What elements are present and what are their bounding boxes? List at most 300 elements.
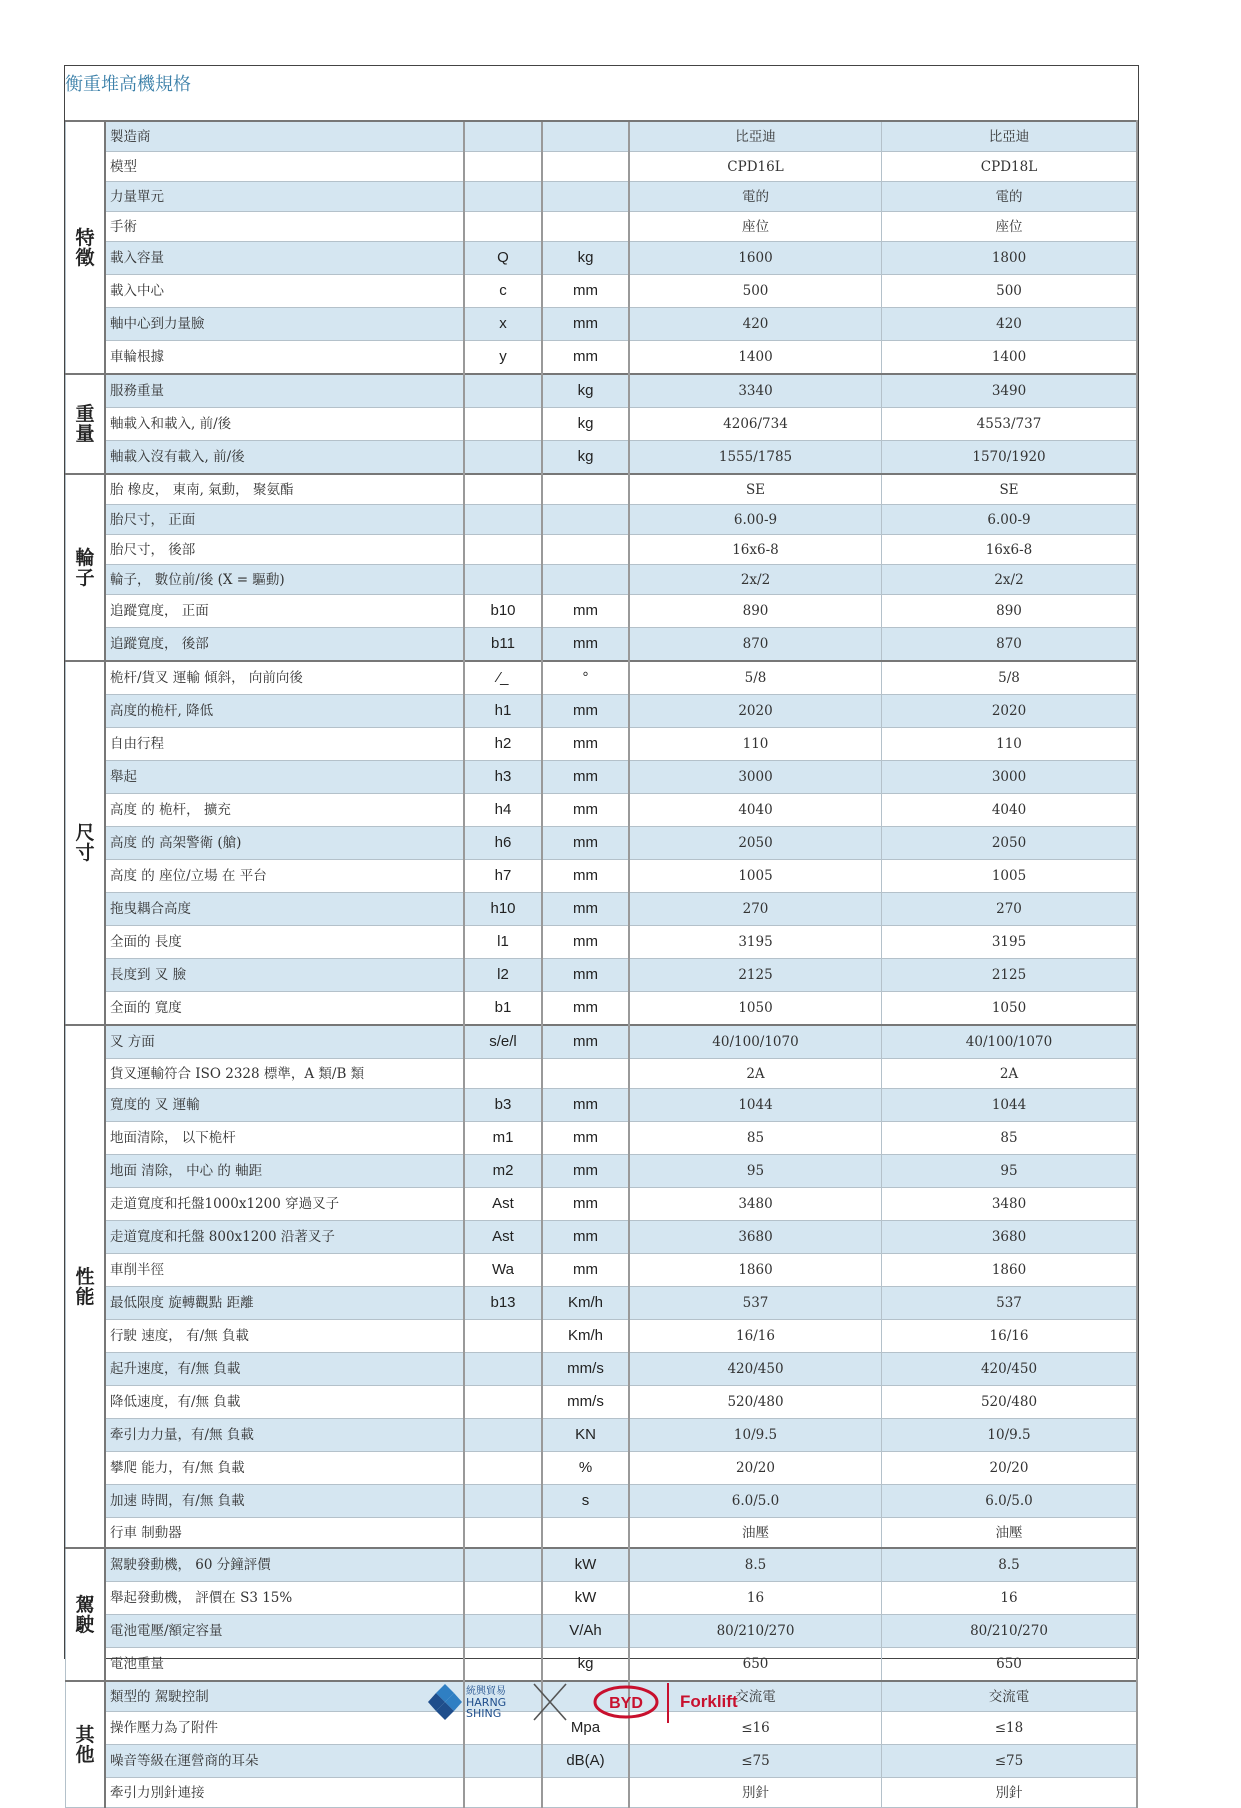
spec-symbol: h3: [464, 761, 542, 794]
spec-value-cpd18l: 4040: [882, 794, 1138, 827]
spec-value-cpd16l: 3195: [629, 926, 882, 959]
spec-symbol: [464, 1648, 542, 1682]
spec-value-cpd18l: 比亞迪: [882, 121, 1138, 152]
spec-unit: s: [542, 1485, 629, 1518]
spec-value-cpd18l: CPD18L: [882, 152, 1138, 182]
byd-text: BYD: [609, 1695, 643, 1712]
spec-symbol: [464, 1778, 542, 1808]
spec-label: 電池重量: [105, 1648, 464, 1682]
spec-label: 追蹤寬度， 後部: [105, 628, 464, 662]
spec-value-cpd18l: 270: [882, 893, 1138, 926]
spec-row: [66, 827, 1138, 860]
spec-symbol: [464, 1582, 542, 1615]
spec-symbol: [464, 182, 542, 212]
spec-label: 手術: [105, 212, 464, 242]
spec-label: 胎 橡皮， 東南, 氣動， 聚氨酯: [105, 474, 464, 505]
spec-value-cpd18l: 16/16: [882, 1320, 1138, 1353]
spec-label: 輪子， 數位前/後 (X = 驅動): [105, 565, 464, 595]
spec-value-cpd16l: 2020: [629, 695, 882, 728]
spec-symbol: l1: [464, 926, 542, 959]
spec-value-cpd16l: 1600: [629, 242, 882, 275]
spec-row: [66, 182, 1138, 212]
spec-unit: kg: [542, 441, 629, 475]
spec-row: [66, 1778, 1138, 1808]
spec-unit: mm: [542, 1188, 629, 1221]
spec-unit: mm: [542, 827, 629, 860]
spec-unit: kW: [542, 1548, 629, 1582]
spec-symbol: h10: [464, 893, 542, 926]
spec-value-cpd18l: 交流電: [882, 1681, 1138, 1712]
spec-value-cpd16l: 1860: [629, 1254, 882, 1287]
spec-unit: KN: [542, 1419, 629, 1452]
group-label: 尺寸: [66, 661, 106, 1025]
spec-value-cpd18l: 3490: [882, 374, 1138, 408]
spec-row: [66, 441, 1138, 475]
spec-unit: [542, 1059, 629, 1089]
spec-symbol: h7: [464, 860, 542, 893]
spec-value-cpd16l: 座位: [629, 212, 882, 242]
spec-symbol: [464, 1615, 542, 1648]
spec-symbol: [464, 535, 542, 565]
spec-value-cpd16l: 2A: [629, 1059, 882, 1089]
spec-row: [66, 695, 1138, 728]
spec-unit: mm: [542, 1089, 629, 1122]
spec-label: 走道寬度和托盤 800x1200 沿著叉子: [105, 1221, 464, 1254]
spec-symbol: h1: [464, 695, 542, 728]
spec-value-cpd18l: 6.00-9: [882, 505, 1138, 535]
spec-label: 全面的 寬度: [105, 992, 464, 1026]
spec-unit: mm: [542, 992, 629, 1026]
spec-value-cpd18l: 2050: [882, 827, 1138, 860]
forklift-wordmark: Forklift: [680, 1692, 738, 1711]
spec-symbol: c: [464, 275, 542, 308]
spec-label: 攀爬 能力，有/無 負載: [105, 1452, 464, 1485]
spec-unit: mm: [542, 1122, 629, 1155]
spec-value-cpd16l: 420/450: [629, 1353, 882, 1386]
spec-unit: [542, 121, 629, 152]
spec-value-cpd16l: 500: [629, 275, 882, 308]
harng-shing-en1: HARNG: [466, 1696, 507, 1709]
spec-row: [66, 794, 1138, 827]
spec-symbol: ⁄_: [464, 661, 542, 695]
spec-value-cpd18l: 520/480: [882, 1386, 1138, 1419]
spec-symbol: [464, 212, 542, 242]
spec-value-cpd16l: 1555/1785: [629, 441, 882, 475]
spec-unit: kg: [542, 408, 629, 441]
spec-unit: mm: [542, 959, 629, 992]
spec-unit: %: [542, 1452, 629, 1485]
spec-value-cpd16l: ≤16: [629, 1712, 882, 1745]
group-label: 其他: [66, 1681, 106, 1808]
spec-symbol: b10: [464, 595, 542, 628]
spec-unit: kg: [542, 242, 629, 275]
spec-value-cpd16l: 537: [629, 1287, 882, 1320]
spec-row: [66, 374, 1138, 408]
spec-unit: mm: [542, 275, 629, 308]
spec-symbol: l2: [464, 959, 542, 992]
spec-value-cpd18l: 2125: [882, 959, 1138, 992]
spec-unit: Km/h: [542, 1320, 629, 1353]
spec-value-cpd18l: 110: [882, 728, 1138, 761]
spec-row: [66, 1615, 1138, 1648]
spec-symbol: Ast: [464, 1221, 542, 1254]
spec-row: [66, 893, 1138, 926]
spec-label: 長度到 叉 臉: [105, 959, 464, 992]
spec-symbol: [464, 505, 542, 535]
spec-unit: [542, 565, 629, 595]
spec-label: 胎尺寸， 正面: [105, 505, 464, 535]
spec-unit: kW: [542, 1582, 629, 1615]
spec-label: 軸載入和載入, 前/後: [105, 408, 464, 441]
spec-label: 軸中心到力量臉: [105, 308, 464, 341]
spec-value-cpd16l: 6.00-9: [629, 505, 882, 535]
spec-value-cpd16l: 1050: [629, 992, 882, 1026]
spec-label: 舉起: [105, 761, 464, 794]
spec-symbol: y: [464, 341, 542, 375]
spec-unit: mm: [542, 794, 629, 827]
spec-value-cpd18l: 1050: [882, 992, 1138, 1026]
spec-value-cpd18l: 5/8: [882, 661, 1138, 695]
spec-label: 拖曳耦合高度: [105, 893, 464, 926]
spec-row: [66, 1548, 1138, 1582]
spec-unit: [542, 212, 629, 242]
spec-value-cpd16l: 110: [629, 728, 882, 761]
spec-unit: mm: [542, 893, 629, 926]
spec-value-cpd16l: 40/100/1070: [629, 1025, 882, 1059]
harng-shing-en2: SHING: [466, 1707, 502, 1720]
group-label: 重量: [66, 374, 106, 474]
spec-value-cpd18l: 2020: [882, 695, 1138, 728]
spec-value-cpd16l: 10/9.5: [629, 1419, 882, 1452]
spec-value-cpd16l: 95: [629, 1155, 882, 1188]
spec-unit: [542, 182, 629, 212]
spec-label: 高度的桅杆, 降低: [105, 695, 464, 728]
spec-unit: Mpa: [542, 1712, 629, 1745]
spec-label: 載入中心: [105, 275, 464, 308]
spec-label: 服務重量: [105, 374, 464, 408]
spec-value-cpd18l: 3195: [882, 926, 1138, 959]
spec-value-cpd16l: 交流電: [629, 1681, 882, 1712]
spec-label: 桅杆/貨叉 運輸 傾斜， 向前向後: [105, 661, 464, 695]
spec-row: [66, 1059, 1138, 1089]
spec-row: [66, 959, 1138, 992]
spec-row: [66, 1089, 1138, 1122]
spec-row: [66, 728, 1138, 761]
spec-value-cpd18l: 1005: [882, 860, 1138, 893]
spec-symbol: h4: [464, 794, 542, 827]
spec-value-cpd18l: 40/100/1070: [882, 1025, 1138, 1059]
spec-symbol: [464, 121, 542, 152]
spec-label: 牽引力別針連接: [105, 1778, 464, 1808]
spec-value-cpd16l: 870: [629, 628, 882, 662]
spec-unit: mm: [542, 628, 629, 662]
spec-value-cpd18l: 420/450: [882, 1353, 1138, 1386]
spec-row: [66, 661, 1138, 695]
spec-unit: Km/h: [542, 1287, 629, 1320]
spec-value-cpd18l: 85: [882, 1122, 1138, 1155]
spec-unit: mm: [542, 1025, 629, 1059]
spec-label: 走道寬度和托盤1000x1200 穿過叉子: [105, 1188, 464, 1221]
spec-row: [66, 474, 1138, 505]
spec-unit: [542, 535, 629, 565]
spec-row: [66, 1452, 1138, 1485]
spec-symbol: x: [464, 308, 542, 341]
spec-unit: [542, 474, 629, 505]
spec-value-cpd16l: 270: [629, 893, 882, 926]
spec-unit: V/Ah: [542, 1615, 629, 1648]
spec-row: [66, 505, 1138, 535]
spec-symbol: Q: [464, 242, 542, 275]
spec-value-cpd16l: 3680: [629, 1221, 882, 1254]
spec-unit: mm: [542, 728, 629, 761]
group-label: 特徵: [66, 121, 106, 374]
spec-value-cpd16l: 520/480: [629, 1386, 882, 1419]
spec-row: [66, 628, 1138, 662]
spec-row: [66, 926, 1138, 959]
spec-unit: mm: [542, 1155, 629, 1188]
spec-row: [66, 595, 1138, 628]
spec-unit: mm: [542, 860, 629, 893]
spec-symbol: [464, 1745, 542, 1778]
spec-row: [66, 1122, 1138, 1155]
sheet-title: 衡重堆高機規格: [65, 74, 191, 95]
spec-symbol: [464, 1452, 542, 1485]
spec-value-cpd18l: 3680: [882, 1221, 1138, 1254]
spec-row: [66, 1419, 1138, 1452]
spec-label: 寬度的 叉 運輸: [105, 1089, 464, 1122]
spec-label: 電池電壓/額定容量: [105, 1615, 464, 1648]
spec-value-cpd18l: 870: [882, 628, 1138, 662]
spec-row: [66, 761, 1138, 794]
spec-row: [66, 121, 1138, 152]
spec-label: 高度 的 桅杆， 擴充: [105, 794, 464, 827]
spec-unit: [542, 1778, 629, 1808]
spec-row: [66, 1582, 1138, 1615]
spec-row: [66, 212, 1138, 242]
spec-symbol: [464, 1386, 542, 1419]
spec-label: 追蹤寬度， 正面: [105, 595, 464, 628]
spec-label: 高度 的 座位/立場 在 平台: [105, 860, 464, 893]
spec-label: 舉起發動機， 評價在 S3 15%: [105, 1582, 464, 1615]
spec-row: [66, 1221, 1138, 1254]
spec-symbol: [464, 1419, 542, 1452]
spec-label: 降低速度，有/無 負載: [105, 1386, 464, 1419]
spec-row: [66, 341, 1138, 375]
spec-row: [66, 1353, 1138, 1386]
spec-value-cpd18l: 3000: [882, 761, 1138, 794]
spec-value-cpd16l: 85: [629, 1122, 882, 1155]
spec-row: [66, 242, 1138, 275]
spec-unit: mm: [542, 1254, 629, 1287]
spec-value-cpd18l: 10/9.5: [882, 1419, 1138, 1452]
spec-unit: °: [542, 661, 629, 695]
spec-label: 全面的 長度: [105, 926, 464, 959]
spec-symbol: [464, 1518, 542, 1549]
spec-row: [66, 1188, 1138, 1221]
spec-symbol: b13: [464, 1287, 542, 1320]
spec-symbol: [464, 1320, 542, 1353]
spec-unit: dB(A): [542, 1745, 629, 1778]
spec-symbol: m1: [464, 1122, 542, 1155]
spec-symbol: Ast: [464, 1188, 542, 1221]
spec-value-cpd18l: 16: [882, 1582, 1138, 1615]
spec-row: [66, 1254, 1138, 1287]
spec-label: 載入容量: [105, 242, 464, 275]
spec-label: 模型: [105, 152, 464, 182]
spec-unit: mm: [542, 926, 629, 959]
collaboration-x-icon: [532, 1682, 568, 1722]
spec-value-cpd16l: 4206/734: [629, 408, 882, 441]
spec-value-cpd16l: 5/8: [629, 661, 882, 695]
spec-value-cpd18l: 537: [882, 1287, 1138, 1320]
spec-label: 操作壓力為了附件: [105, 1712, 464, 1745]
spec-symbol: b1: [464, 992, 542, 1026]
spec-row: [66, 1485, 1138, 1518]
spec-value-cpd18l: 油壓: [882, 1518, 1138, 1549]
spec-value-cpd16l: 420: [629, 308, 882, 341]
spec-row: [66, 1320, 1138, 1353]
spec-unit: [542, 1518, 629, 1549]
spec-symbol: [464, 1353, 542, 1386]
spec-unit: mm/s: [542, 1353, 629, 1386]
spec-value-cpd16l: 8.5: [629, 1548, 882, 1582]
spec-row: [66, 992, 1138, 1026]
spec-value-cpd16l: 油壓: [629, 1518, 882, 1549]
spec-label: 最低限度 旋轉觀點 距離: [105, 1287, 464, 1320]
spec-symbol: h6: [464, 827, 542, 860]
spec-unit: kg: [542, 1648, 629, 1682]
spec-unit: mm: [542, 695, 629, 728]
spec-value-cpd16l: 1400: [629, 341, 882, 375]
spec-value-cpd18l: 2A: [882, 1059, 1138, 1089]
spec-symbol: [464, 441, 542, 475]
spec-value-cpd18l: SE: [882, 474, 1138, 505]
group-label: 輪子: [66, 474, 106, 661]
spec-value-cpd18l: 1044: [882, 1089, 1138, 1122]
spec-label: 起升速度，有/無 負載: [105, 1353, 464, 1386]
spec-row: [66, 408, 1138, 441]
spec-label: 叉 方面: [105, 1025, 464, 1059]
spec-row: [66, 1518, 1138, 1549]
group-label: 性能: [66, 1025, 106, 1548]
harng-shing-wordmark: [466, 1686, 506, 1719]
spec-symbol: [464, 1059, 542, 1089]
spec-symbol: b3: [464, 1089, 542, 1122]
harng-shing-cn: 統興貿易: [466, 1686, 506, 1697]
spec-value-cpd16l: 2x/2: [629, 565, 882, 595]
spec-row: [66, 152, 1138, 182]
spec-value-cpd16l: 890: [629, 595, 882, 628]
spec-value-cpd16l: 3480: [629, 1188, 882, 1221]
spec-unit: mm/s: [542, 1386, 629, 1419]
spec-value-cpd18l: ≤18: [882, 1712, 1138, 1745]
spec-row: [66, 1648, 1138, 1682]
spec-value-cpd16l: 3000: [629, 761, 882, 794]
spec-value-cpd16l: 650: [629, 1648, 882, 1682]
spec-label: 車輪根據: [105, 341, 464, 375]
spec-value-cpd16l: 80/210/270: [629, 1615, 882, 1648]
spec-value-cpd18l: 8.5: [882, 1548, 1138, 1582]
spec-value-cpd18l: 4553/737: [882, 408, 1138, 441]
spec-value-cpd18l: 別針: [882, 1778, 1138, 1808]
spec-value-cpd18l: 95: [882, 1155, 1138, 1188]
spec-label: 噪音等級在運營商的耳朵: [105, 1745, 464, 1778]
spec-symbol: [464, 374, 542, 408]
spec-row: [66, 1025, 1138, 1059]
byd-logo-icon: [593, 1685, 659, 1719]
spec-value-cpd18l: 座位: [882, 212, 1138, 242]
spec-label: 行車 制動器: [105, 1518, 464, 1549]
spec-row: [66, 275, 1138, 308]
spec-value-cpd16l: ≤75: [629, 1745, 882, 1778]
spec-value-cpd16l: 16/16: [629, 1320, 882, 1353]
spec-row: [66, 535, 1138, 565]
spec-unit: kg: [542, 374, 629, 408]
spec-symbol: h2: [464, 728, 542, 761]
spec-value-cpd18l: 1860: [882, 1254, 1138, 1287]
spec-value-cpd16l: 2050: [629, 827, 882, 860]
spec-unit: mm: [542, 595, 629, 628]
spec-label: 地面清除， 以下桅杆: [105, 1122, 464, 1155]
spec-label: 加速 時間，有/無 負載: [105, 1485, 464, 1518]
spec-label: 行駛 速度， 有/無 負載: [105, 1320, 464, 1353]
spec-value-cpd18l: 3480: [882, 1188, 1138, 1221]
spec-row: [66, 1155, 1138, 1188]
spec-value-cpd18l: 890: [882, 595, 1138, 628]
spec-label: 車削半徑: [105, 1254, 464, 1287]
spec-row: [66, 1287, 1138, 1320]
spec-unit: mm: [542, 308, 629, 341]
spec-symbol: s/e/l: [464, 1025, 542, 1059]
spec-symbol: [464, 408, 542, 441]
spec-value-cpd18l: 420: [882, 308, 1138, 341]
spec-value-cpd16l: 4040: [629, 794, 882, 827]
spec-row: [66, 860, 1138, 893]
spec-value-cpd18l: 16x6-8: [882, 535, 1138, 565]
spec-symbol: [464, 1548, 542, 1582]
spec-symbol: Wa: [464, 1254, 542, 1287]
spec-symbol: [464, 474, 542, 505]
spec-unit: mm: [542, 761, 629, 794]
spec-label: 地面 清除， 中心 的 軸距: [105, 1155, 464, 1188]
spec-label: 胎尺寸， 後部: [105, 535, 464, 565]
spec-value-cpd18l: 1800: [882, 242, 1138, 275]
spec-value-cpd18l: 2x/2: [882, 565, 1138, 595]
spec-label: 貨叉運輸符合 ISO 2328 標準，A 類/B 類: [105, 1059, 464, 1089]
spec-value-cpd16l: CPD16L: [629, 152, 882, 182]
harng-shing-logo-icon: [428, 1684, 462, 1720]
spec-row: [66, 565, 1138, 595]
spec-value-cpd16l: 1044: [629, 1089, 882, 1122]
spec-value-cpd16l: 16x6-8: [629, 535, 882, 565]
spec-value-cpd18l: 500: [882, 275, 1138, 308]
group-label: 駕駛: [66, 1548, 106, 1681]
spec-value-cpd18l: ≤75: [882, 1745, 1138, 1778]
spec-value-cpd16l: 6.0/5.0: [629, 1485, 882, 1518]
spec-value-cpd16l: 別針: [629, 1778, 882, 1808]
spec-value-cpd16l: 3340: [629, 374, 882, 408]
spec-value-cpd18l: 20/20: [882, 1452, 1138, 1485]
spec-symbol: m2: [464, 1155, 542, 1188]
spec-value-cpd18l: 電的: [882, 182, 1138, 212]
spec-value-cpd16l: 電的: [629, 182, 882, 212]
spec-label: 高度 的 高架警衛 (艙): [105, 827, 464, 860]
spec-unit: [542, 505, 629, 535]
spec-label: 牽引力力量，有/無 負載: [105, 1419, 464, 1452]
spec-value-cpd18l: 650: [882, 1648, 1138, 1682]
spec-value-cpd16l: SE: [629, 474, 882, 505]
spec-label: 製造商: [105, 121, 464, 152]
